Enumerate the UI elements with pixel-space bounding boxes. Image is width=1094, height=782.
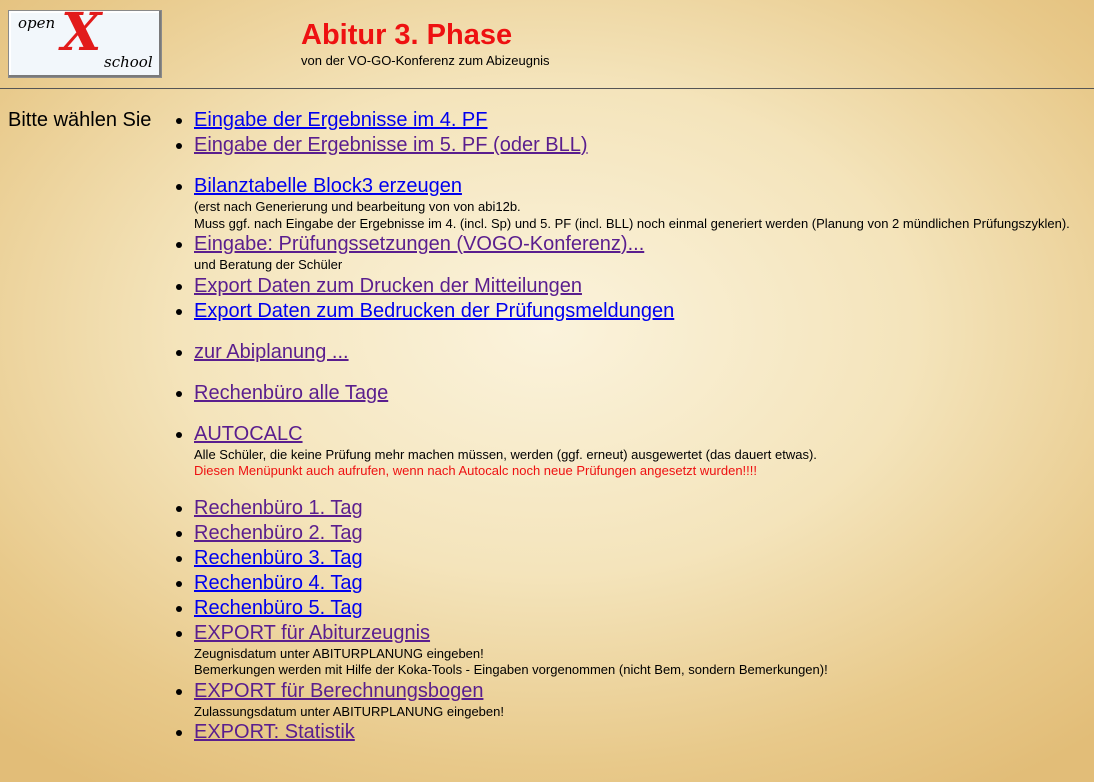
link-rechenbuero-alle-tage[interactable]: Rechenbüro alle Tage bbox=[194, 381, 389, 404]
link-export-statistik[interactable]: EXPORT: Statistik bbox=[194, 721, 355, 743]
bilanztabelle-note-2: Muss ggf. nach Eingabe der Ergebnisse im 4. (incl. Sp) und 5. PF (incl. BLL) noch einmal generiert werden (Planung von 2 mündlichen Prüfungszyklen). bbox=[194, 215, 1070, 231]
link-rechenbuero-tag-4[interactable]: Rechenbüro 4. Tag bbox=[194, 571, 363, 594]
menu-item bbox=[194, 108, 1084, 133]
menu-item bbox=[194, 274, 1084, 299]
link-export-pruefungsmeldungen[interactable]: Export Daten zum Bedrucken der Prüfungsmeldungen bbox=[194, 299, 675, 322]
link-abiplanung[interactable]: zur Abiplanung ... bbox=[194, 340, 349, 363]
menu-item bbox=[194, 422, 1084, 480]
berechnungsbogen-note: Zulassungsdatum unter ABITURPLANUNG eingeben! bbox=[194, 703, 504, 719]
pruefungssetzungen-note: und Beratung der Schüler bbox=[194, 257, 343, 272]
menu-item bbox=[194, 496, 1084, 521]
logo-x-text: X bbox=[61, 10, 102, 63]
menu-item bbox=[194, 232, 1084, 274]
link-export-berechnungsbogen[interactable]: EXPORT für Berechnungsbogen bbox=[194, 679, 484, 702]
link-pruefungssetzungen[interactable]: Eingabe: Prüfungssetzungen (VOGO-Konferenz)... bbox=[194, 233, 645, 255]
link-rechenbuero-tag-3[interactable]: Rechenbüro 3. Tag bbox=[194, 546, 363, 569]
link-ergebnisse-5pf[interactable]: Eingabe der Ergebnisse im 5. PF (oder BLL) bbox=[194, 134, 588, 156]
logo-open-text: open bbox=[18, 14, 56, 32]
menu-item bbox=[194, 546, 1084, 571]
menu-item bbox=[194, 720, 1084, 745]
abiturzeugnis-note-1: Zeugnisdatum unter ABITURPLANUNG eingeben! bbox=[194, 645, 484, 661]
logo-school-text: school bbox=[104, 53, 153, 71]
page-title: Abitur 3. Phase bbox=[301, 19, 513, 51]
menu-item bbox=[194, 381, 1084, 406]
menu-item bbox=[194, 174, 1084, 232]
menu-item bbox=[194, 340, 1084, 365]
abiturzeugnis-note-2: Bemerkungen werden mit Hilfe der Koka-Tools - Eingaben vorgenommen (nicht Bem, sondern Bemerkungen)! bbox=[194, 662, 828, 677]
menu-item bbox=[194, 596, 1084, 621]
selection-prompt: Bitte wählen Sie bbox=[8, 109, 152, 131]
link-rechenbuero-tag-1[interactable]: Rechenbüro 1. Tag bbox=[194, 496, 363, 519]
link-autocalc[interactable]: AUTOCALC bbox=[194, 422, 303, 445]
menu-item bbox=[194, 299, 1084, 324]
openx-school-logo bbox=[8, 10, 162, 78]
link-bilanztabelle[interactable]: Bilanztabelle Block3 erzeugen bbox=[194, 175, 462, 197]
link-export-abiturzeugnis[interactable]: EXPORT für Abiturzeugnis bbox=[194, 621, 431, 644]
menu-list bbox=[178, 108, 1084, 745]
bilanztabelle-note-1: (erst nach Generierung und bearbeitung von von abi12b. bbox=[194, 199, 521, 214]
menu-item bbox=[194, 621, 1084, 679]
link-export-mitteilungen[interactable]: Export Daten zum Drucken der Mitteilungen bbox=[194, 274, 582, 297]
page-subtitle: von der VO-GO-Konferenz zum Abizeugnis bbox=[301, 53, 550, 68]
menu-item bbox=[194, 133, 1084, 158]
menu-item bbox=[194, 679, 1084, 721]
link-rechenbuero-tag-5[interactable]: Rechenbüro 5. Tag bbox=[194, 596, 363, 619]
header-divider bbox=[0, 88, 1094, 89]
link-rechenbuero-tag-2[interactable]: Rechenbüro 2. Tag bbox=[194, 521, 363, 544]
menu-item bbox=[194, 521, 1084, 546]
autocalc-warning: Diesen Menüpunkt auch aufrufen, wenn nach Autocalc noch neue Prüfungen angesetzt wurden!!!! bbox=[194, 463, 757, 478]
link-ergebnisse-4pf[interactable]: Eingabe der Ergebnisse im 4. PF bbox=[194, 109, 488, 131]
autocalc-note: Alle Schüler, die keine Prüfung mehr machen müssen, werden (ggf. erneut) ausgewertet (das dauert etwas). bbox=[194, 446, 817, 462]
menu-item bbox=[194, 571, 1084, 596]
